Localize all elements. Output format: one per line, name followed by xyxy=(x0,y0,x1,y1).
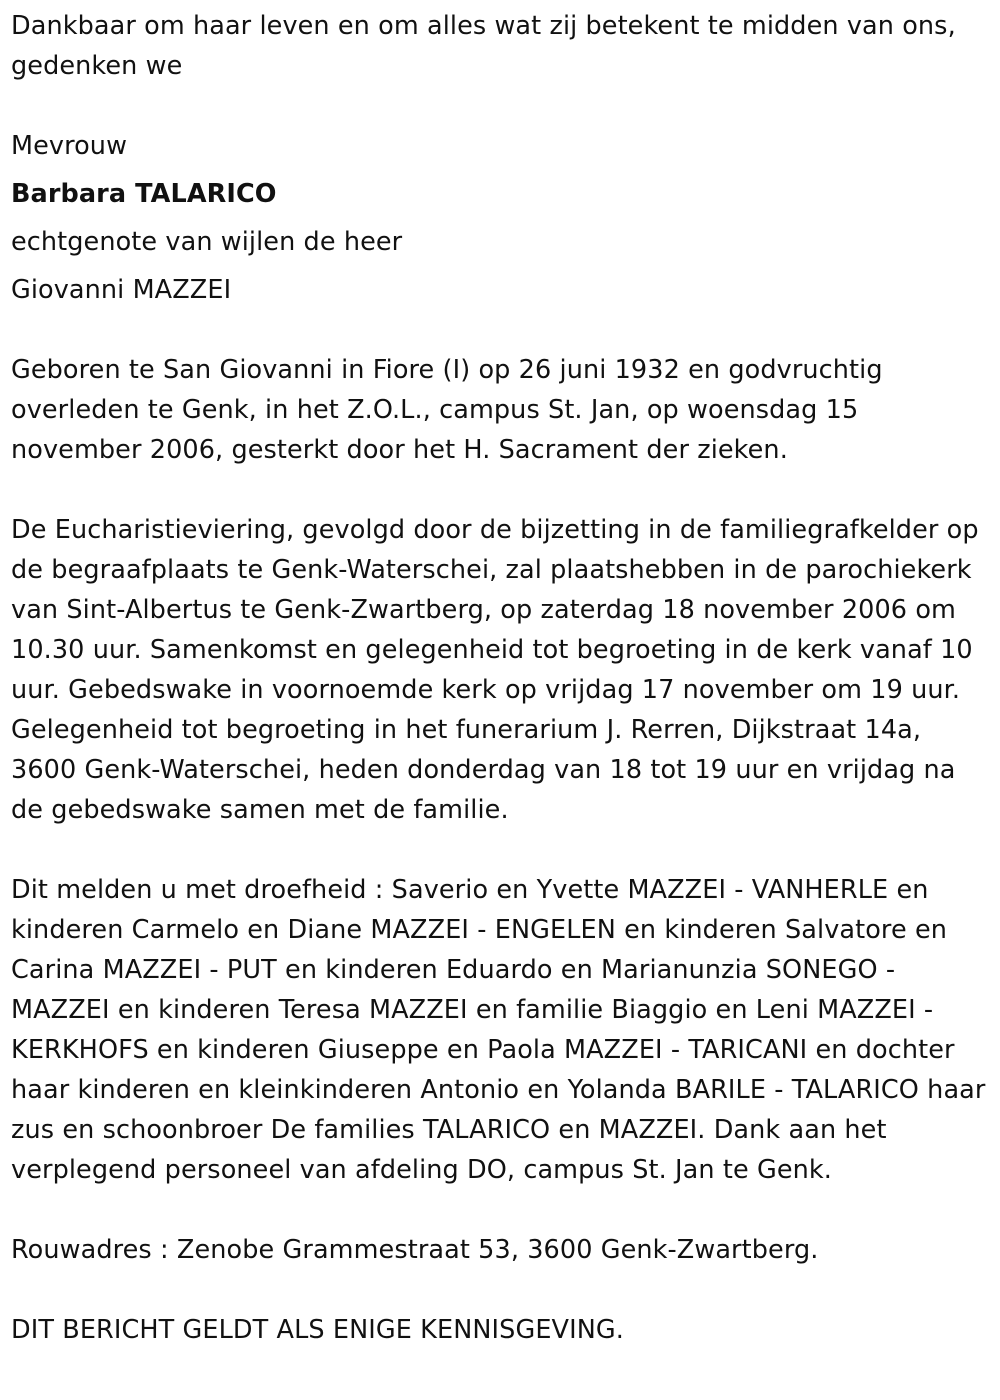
notice-footer: DIT BERICHT GELDT ALS ENIGE KENNISGEVING. xyxy=(11,1315,624,1345)
intro-text: Dankbaar om haar leven en om alles wat zij betekent te midden van ons, gedenken we xyxy=(11,11,956,81)
deceased-name: Barbara TALARICO xyxy=(11,179,277,209)
birth-death-paragraph: Geboren te San Giovanni in Fiore (I) op 26 juni 1932 en godvruchtig overleden te Genk, in het Z.O.L., campus St. Jan, op woensdag 15 november 2006, gesterkt door het H. Sacrament der zieken. xyxy=(11,355,883,465)
death-notice xyxy=(11,6,989,1350)
spouse-relation: echtgenote van wijlen de heer xyxy=(11,227,403,257)
spouse-name: Giovanni MAZZEI xyxy=(11,275,232,305)
ceremony-paragraph: De Eucharistieviering, gevolgd door de bijzetting in de familiegrafkelder op de begraafplaats te Genk-Waterschei, zal plaatshebben in de parochiekerk van Sint-Albertus te Genk-Zwartberg, op zaterdag 18 november 2006 om 10.30 uur. Samenkomst en gelegenheid tot begroeting in de kerk vanaf 10 uur. Gebedswake in voornoemde kerk op vrijdag 17 november om 19 uur. Gelegenheid tot begroeting in het funerarium J. Rerren, Dijkstraat 14a, 3600 Genk-Waterschei, heden donderdag van 18 tot 19 uur en vrijdag na de gebedswake samen met de familie. xyxy=(11,515,979,825)
salutation: Mevrouw xyxy=(11,131,128,161)
family-paragraph: Dit melden u met droefheid : Saverio en Yvette MAZZEI - VANHERLE en kinderen Carmelo en Diane MAZZEI - ENGELEN en kinderen Salvatore en Carina MAZZEI - PUT en kinderen Eduardo en Marianunzia SONEGO - MAZZEI en kinderen Teresa MAZZEI en familie Biaggio en Leni MAZZEI - KERKHOFS en kinderen Giuseppe en Paola MAZZEI - TARICANI en dochter haar kinderen en kleinkinderen Antonio en Yolanda BARILE - TALARICO haar zus en schoonbroer De families TALARICO en MAZZEI. Dank aan het verplegend personeel van afdeling DO, campus St. Jan te Genk. xyxy=(11,875,986,1185)
mourning-address: Rouwadres : Zenobe Grammestraat 53, 3600 Genk-Zwartberg. xyxy=(11,1235,819,1265)
